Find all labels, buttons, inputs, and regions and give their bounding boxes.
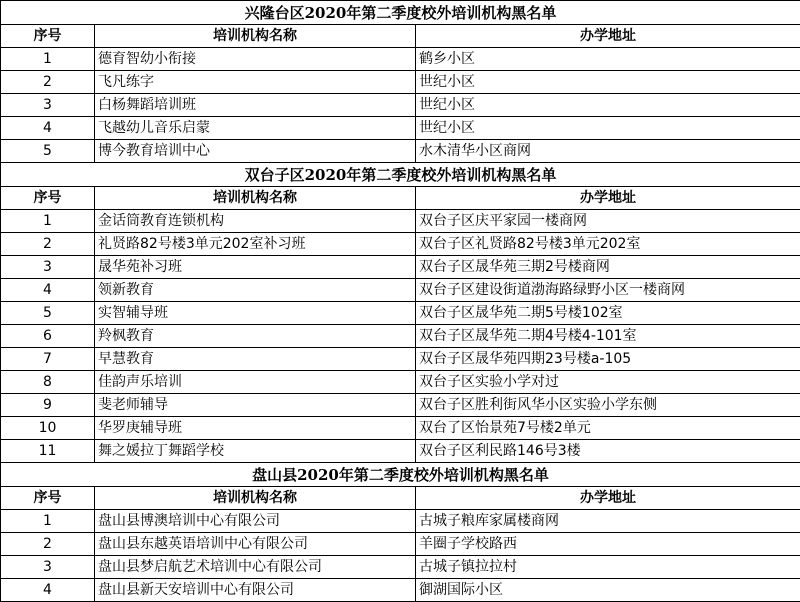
table-row <box>1 325 800 348</box>
column-header-address[interactable]: 办学地址 <box>416 25 800 48</box>
address-cell[interactable]: 双台子区建设街道渤海路绿野小区一楼商网 <box>416 279 800 302</box>
column-header-address[interactable]: 办学地址 <box>416 187 800 210</box>
institution-name-cell[interactable]: 舞之媛拉丁舞蹈学校 <box>95 440 416 463</box>
table-row <box>1 71 800 94</box>
table-row <box>1 117 800 140</box>
row-index-cell[interactable]: 5 <box>1 302 95 325</box>
address-cell[interactable]: 世纪小区 <box>416 94 800 117</box>
row-index-cell[interactable]: 11 <box>1 440 95 463</box>
row-index-cell[interactable]: 1 <box>1 510 95 533</box>
address-cell[interactable]: 古城子粮库家属楼商网 <box>416 510 800 533</box>
table-row <box>1 394 800 417</box>
address-cell[interactable]: 世纪小区 <box>416 117 800 140</box>
table-row <box>1 440 800 463</box>
row-index-cell[interactable]: 5 <box>1 140 95 163</box>
column-header-name[interactable]: 培训机构名称 <box>95 187 416 210</box>
header-row <box>1 25 800 48</box>
address-cell[interactable]: 双台子区利民路146号3楼 <box>416 440 800 463</box>
table-row <box>1 48 800 71</box>
institution-name-cell[interactable]: 盘山县梦启航艺术培训中心有限公司 <box>95 556 416 579</box>
section-title-row <box>1 463 800 487</box>
table-row <box>1 256 800 279</box>
header-row <box>1 487 800 510</box>
column-header-name[interactable]: 培训机构名称 <box>95 25 416 48</box>
institution-name-cell[interactable]: 飞越幼儿音乐启蒙 <box>95 117 416 140</box>
row-index-cell[interactable]: 6 <box>1 325 95 348</box>
institution-name-cell[interactable]: 早慧教育 <box>95 348 416 371</box>
address-cell[interactable]: 双台子区实验小学对过 <box>416 371 800 394</box>
section-title-row <box>1 163 800 187</box>
table-row <box>1 210 800 233</box>
institution-name-cell[interactable]: 斐老师辅导 <box>95 394 416 417</box>
institution-name-cell[interactable]: 盘山县博澳培训中心有限公司 <box>95 510 416 533</box>
row-index-cell[interactable]: 3 <box>1 256 95 279</box>
row-index-cell[interactable]: 1 <box>1 48 95 71</box>
row-index-cell[interactable]: 4 <box>1 279 95 302</box>
section-title[interactable]: 盘山县2020年第二季度校外培训机构黑名单 <box>1 463 800 487</box>
institution-name-cell[interactable]: 实智辅导班 <box>95 302 416 325</box>
column-header-index[interactable]: 序号 <box>1 187 95 210</box>
address-cell[interactable]: 双台子区礼贤路82号楼3单元202室 <box>416 233 800 256</box>
column-header-address[interactable]: 办学地址 <box>416 487 800 510</box>
table-row <box>1 233 800 256</box>
institution-name-cell[interactable]: 领新教育 <box>95 279 416 302</box>
section-title[interactable]: 双台子区2020年第二季度校外培训机构黑名单 <box>1 163 800 187</box>
address-cell[interactable]: 双台了区怡景苑7号楼2单元 <box>416 417 800 440</box>
address-cell[interactable]: 水木清华小区商网 <box>416 140 800 163</box>
address-cell[interactable]: 双台子区庆平家园一楼商网 <box>416 210 800 233</box>
institution-name-cell[interactable]: 盘山县新天安培训中心有限公司 <box>95 579 416 602</box>
address-cell[interactable]: 御湖国际小区 <box>416 579 800 602</box>
table-row <box>1 579 800 602</box>
address-cell[interactable]: 古城子镇拉拉村 <box>416 556 800 579</box>
institution-name-cell[interactable]: 德育智幼小衔接 <box>95 48 416 71</box>
row-index-cell[interactable]: 3 <box>1 556 95 579</box>
institution-name-cell[interactable]: 金话筒教育连锁机构 <box>95 210 416 233</box>
row-index-cell[interactable]: 7 <box>1 348 95 371</box>
table-row <box>1 94 800 117</box>
institution-name-cell[interactable]: 礼贤路82号楼3单元202室补习班 <box>95 233 416 256</box>
address-cell[interactable]: 世纪小区 <box>416 71 800 94</box>
table-row <box>1 417 800 440</box>
row-index-cell[interactable]: 1 <box>1 210 95 233</box>
table-row <box>1 279 800 302</box>
section-title[interactable]: 兴隆台区2020年第二季度校外培训机构黑名单 <box>1 1 800 25</box>
address-cell[interactable]: 双台子区晟华苑四期23号楼a-105 <box>416 348 800 371</box>
row-index-cell[interactable]: 2 <box>1 71 95 94</box>
institution-name-cell[interactable]: 白杨舞蹈培训班 <box>95 94 416 117</box>
institution-name-cell[interactable]: 华罗庚辅导班 <box>95 417 416 440</box>
row-index-cell[interactable]: 2 <box>1 533 95 556</box>
row-index-cell[interactable]: 2 <box>1 233 95 256</box>
institution-name-cell[interactable]: 盘山县东越英语培训中心有限公司 <box>95 533 416 556</box>
institution-name-cell[interactable]: 佳韵声乐培训 <box>95 371 416 394</box>
column-header-name[interactable]: 培训机构名称 <box>95 487 416 510</box>
table-row <box>1 556 800 579</box>
table-row <box>1 510 800 533</box>
table-row <box>1 348 800 371</box>
address-cell[interactable]: 双台子区晟华苑二期5号楼102室 <box>416 302 800 325</box>
header-row <box>1 187 800 210</box>
table-row <box>1 140 800 163</box>
section-title-row <box>1 1 800 25</box>
table-body <box>1 1 800 602</box>
column-header-index[interactable]: 序号 <box>1 25 95 48</box>
institution-name-cell[interactable]: 羚枫教育 <box>95 325 416 348</box>
table-row <box>1 371 800 394</box>
address-cell[interactable]: 双台子区晟华苑二期4号楼4-101室 <box>416 325 800 348</box>
table-row <box>1 302 800 325</box>
institution-name-cell[interactable]: 飞凡练字 <box>95 71 416 94</box>
row-index-cell[interactable]: 3 <box>1 94 95 117</box>
column-header-index[interactable]: 序号 <box>1 487 95 510</box>
table-row <box>1 533 800 556</box>
institution-name-cell[interactable]: 博今教育培训中心 <box>95 140 416 163</box>
row-index-cell[interactable]: 4 <box>1 117 95 140</box>
row-index-cell[interactable]: 8 <box>1 371 95 394</box>
institution-name-cell[interactable]: 晟华苑补习班 <box>95 256 416 279</box>
row-index-cell[interactable]: 4 <box>1 579 95 602</box>
address-cell[interactable]: 羊圈子学校路西 <box>416 533 800 556</box>
row-index-cell[interactable]: 10 <box>1 417 95 440</box>
address-cell[interactable]: 双台子区晟华苑三期2号楼商网 <box>416 256 800 279</box>
row-index-cell[interactable]: 9 <box>1 394 95 417</box>
address-cell[interactable]: 双台子区胜利街风华小区实验小学东侧 <box>416 394 800 417</box>
address-cell[interactable]: 鹤乡小区 <box>416 48 800 71</box>
